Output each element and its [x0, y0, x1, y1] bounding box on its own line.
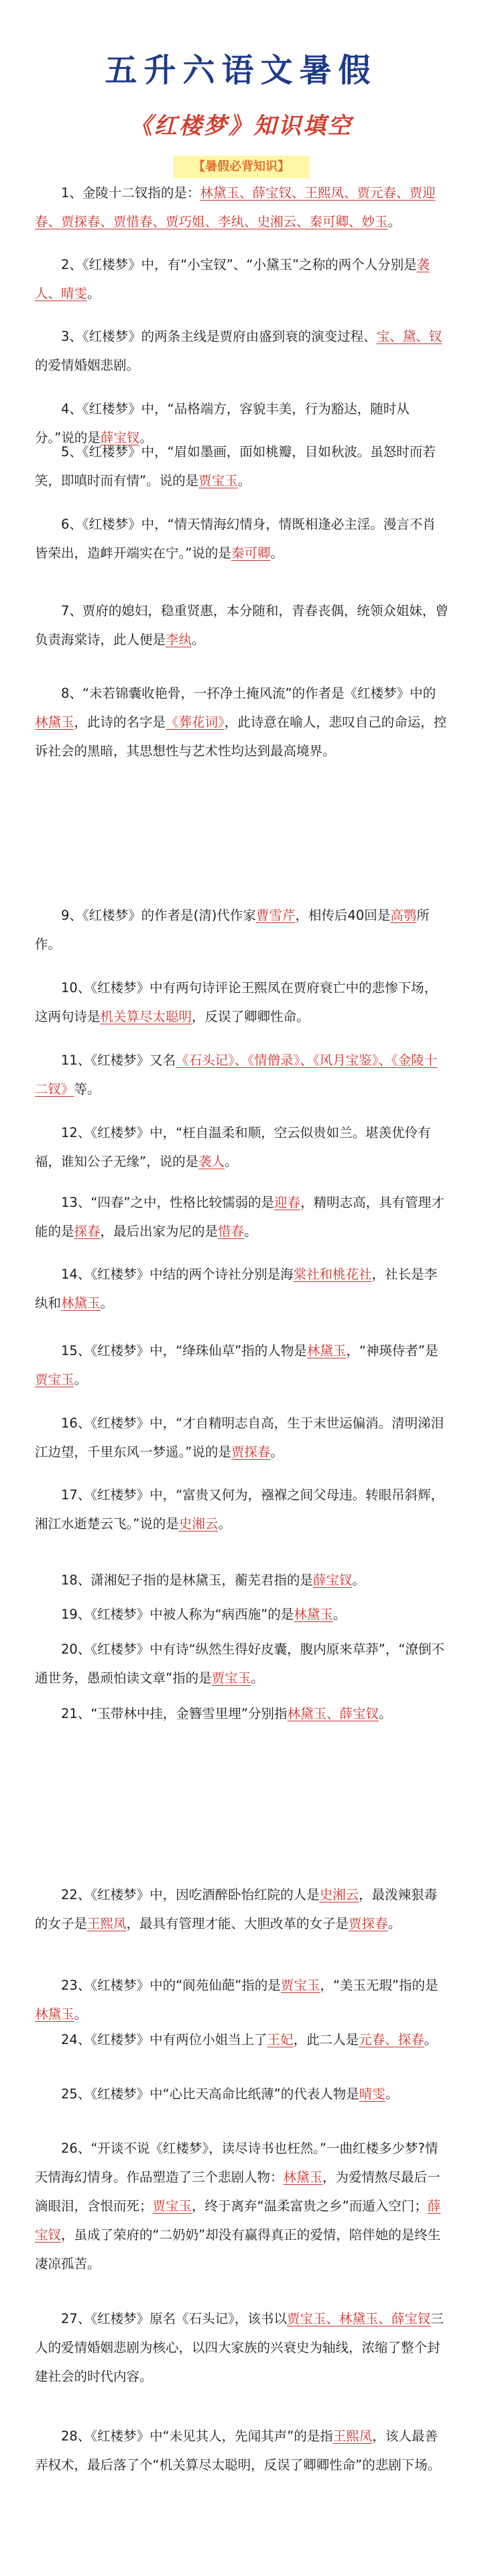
question-text: ，最泼辣狠毒的女子是: [35, 1887, 438, 1931]
question-item: [35, 2025, 448, 2054]
answer-text: 晴雯: [359, 2086, 385, 2102]
answer-text: 宝、黛、钗: [376, 329, 442, 344]
question-text: 。: [385, 2086, 399, 2102]
page-title: 五升六语文暑假: [105, 52, 377, 89]
question-text: 贾府的媳妇，稳重贤惠，本分随和，青春丧偶，统领众姐妹，曾负责海棠诗，此人便是: [35, 603, 448, 647]
question-number: 25、: [61, 2086, 91, 2102]
question-item: [35, 250, 448, 308]
question-text: 《红楼梦》中，“绛珠仙草”指的人物是: [91, 1343, 307, 1358]
question-number: 13、: [61, 1195, 91, 1210]
answer-text: 元春、探春: [359, 2032, 424, 2047]
answer-text: 贾探春: [349, 1916, 388, 1931]
question-number: 9、: [61, 908, 82, 923]
question-number: 2、: [61, 257, 82, 272]
question-number: 28、: [61, 2428, 91, 2444]
answer-text: 机关算尽太聪明: [100, 1009, 192, 1024]
answer-text: 王妃: [267, 2032, 294, 2047]
question-text: 。: [424, 2032, 438, 2047]
question-number: 26、: [61, 2141, 91, 2156]
question-text: ，相传后40回是: [295, 908, 391, 923]
question-text: 三人的爱情婚姻悲剧为核心，以四大家族的兴衰史为轴线，浓缩了整个封建社会的时代内容。: [35, 2311, 444, 2384]
question-text: 。: [387, 1916, 402, 1931]
question-item: [35, 1188, 448, 1246]
question-item: [35, 2134, 448, 2278]
question-text: ，虽成了荣府的“二奶奶”却没有赢得真正的爱情，陪伴她的是终生凄凉孤苦。: [35, 2227, 441, 2271]
answer-text: 林黛玉: [35, 2006, 74, 2022]
question-item: [35, 178, 448, 236]
question-item: [35, 1118, 448, 1176]
question-text: 《红楼梦》中有两位小姐当上了: [91, 2032, 267, 2047]
answer-text: 贾宝玉: [35, 1372, 74, 1387]
answer-text: 王熙凤: [333, 2428, 373, 2444]
question-text: 《红楼梦》的作者是(清)代作家: [82, 908, 256, 923]
question-text: 《红楼梦》中，“才自精明志自高，生于末世运偏消。清明涕泪江边望，千里东风一梦遥。”说的是: [35, 1415, 444, 1460]
question-text: “未若锦囊收艳骨，一抔净土掩风流”的作者是《红楼梦》中的: [82, 686, 436, 701]
question-text: 《红楼梦》中，“枉自温柔和顺，空云似贵如兰。堪羡优伶有福，谁知公子无缘”，说的是: [35, 1125, 431, 1169]
answer-text: 薛宝钗: [312, 1572, 353, 1588]
answer-text: 林黛玉: [35, 714, 74, 730]
question-text: 的爱情婚姻悲剧。: [35, 358, 140, 373]
question-item: [35, 1971, 448, 2029]
question-text: 《红楼梦》中有诗“纵然生得好皮囊，腹内原来草莽”，“潦倒不通世务，愚顽怕读文章”指的是: [35, 1642, 444, 1686]
question-number: 3、: [61, 329, 82, 344]
question-item: [35, 1409, 448, 1466]
question-text: 《红楼梦》中，因吃酒醉卧怡红院的人是: [91, 1887, 320, 1902]
question-text: 《红楼梦》的两条主线是贾府由盛到衰的演变过程、: [82, 329, 377, 344]
answer-text: 贾宝玉: [152, 2198, 192, 2214]
question-text: ，反误了卿卿性命。: [192, 1009, 310, 1024]
answer-text: 林黛玉: [61, 1295, 101, 1311]
question-text: 。: [100, 1295, 114, 1311]
question-number: 19、: [61, 1607, 91, 1622]
question-text: ，此二人是: [293, 2032, 359, 2047]
question-item: [35, 2422, 448, 2479]
question-text: 。: [74, 2006, 88, 2022]
question-text: ，精明志高，具有管理才能的是: [35, 1195, 444, 1239]
question-text: 所作。: [35, 908, 430, 952]
answer-text: 李纨: [166, 632, 192, 647]
question-text: 《红楼梦》中，“富贵又何为，襁褓之间父母违。转眼吊斜辉，湘江水逝楚云飞。”说的是: [35, 1487, 444, 1532]
answer-text: 棠社和桃花社: [293, 1267, 372, 1282]
question-text: 。: [333, 1607, 347, 1622]
question-text: 。: [379, 1706, 392, 1721]
question-text: 《红楼梦》原名《石头记》，该书以: [91, 2311, 287, 2326]
answer-text: 林黛玉: [306, 1343, 347, 1358]
question-text: 《红楼梦》中，“眉如墨画，面如桃瓣，目如秋波。虽怒时而若笑，即嗔时而有情”。说的是: [35, 444, 436, 488]
question-number: 6、: [61, 517, 82, 532]
answer-text: 贾宝玉: [280, 1978, 320, 1993]
question-text: ，此诗的名字是: [74, 714, 166, 730]
question-text: ，该人最善弄权术，最后落了个“机关算尽太聪明，反误了卿卿性命”的悲剧下场。: [35, 2428, 441, 2473]
question-text: ，此诗意在喻人，悲叹自己的命运，控诉社会的黑暗，其思想性与艺术性均达到最高境界。: [35, 714, 447, 759]
question-number: 4、: [61, 401, 82, 417]
question-item: [35, 1481, 448, 1538]
question-text: 《红楼梦》中“未见其人，先闻其声”的是指: [91, 2428, 333, 2444]
question-item: [35, 1046, 448, 1104]
question-item: [35, 437, 448, 495]
answer-text: 林黛玉: [283, 2169, 323, 2185]
question-text: 《红楼梦》中的“阆苑仙葩”指的是: [91, 1978, 281, 1993]
question-text: “玉带林中挂，金簪雪里埋”分别指: [91, 1706, 288, 1721]
answer-text: 高鹗: [390, 908, 417, 923]
answer-text: 袭人、晴雯: [35, 257, 430, 301]
answer-text: 惜春: [218, 1224, 245, 1239]
question-text: ，终于离弃“温柔富贵之乡”而遁入空门；: [192, 2198, 428, 2214]
answer-text: 迎春: [274, 1195, 301, 1210]
question-number: 23、: [61, 1978, 91, 1993]
question-number: 18、: [61, 1572, 91, 1588]
question-text: 。: [352, 1572, 365, 1588]
answer-text: 林黛玉: [294, 1607, 333, 1622]
question-item: [35, 1699, 448, 1728]
question-text: 。: [237, 473, 251, 488]
question-text: 。: [270, 1444, 284, 1460]
question-number: 10、: [61, 980, 91, 996]
question-text: 《红楼梦》中，“情天情海幻情身，情既相逢必主淫。漫言不肖皆荣出，造衅开端实在宁。”说的是: [35, 517, 436, 561]
question-text: 《红楼梦》中有两句诗评论王熙凤在贾府衰亡中的悲惨下场，这两句诗是: [35, 980, 438, 1024]
question-text: 。: [251, 1670, 264, 1686]
section-tag: 【暑假必背知识】: [173, 156, 310, 178]
question-number: 22、: [61, 1887, 91, 1902]
question-item: [35, 1600, 448, 1629]
question-text: 等。: [74, 1081, 101, 1097]
question-number: 16、: [61, 1415, 91, 1431]
question-text: 。: [87, 286, 101, 301]
question-number: 21、: [61, 1706, 91, 1721]
question-text: 。: [192, 632, 205, 647]
question-item: [35, 1566, 448, 1595]
question-number: 24、: [61, 2032, 91, 2047]
answer-text: 探春: [74, 1224, 101, 1239]
answer-text: 《葬花词》: [166, 714, 225, 730]
answer-text: 林黛玉、薛宝钗、王熙凤、贾元春、贾迎春、贾探春、贾惜春、贾巧姐、李纨、史湘云、秦可卿、妙玉: [35, 185, 436, 229]
question-item: [35, 1635, 448, 1693]
answer-text: 贾探春: [231, 1444, 271, 1460]
question-item: [35, 510, 448, 568]
answer-text: 《石头记》、《情僧录》、《风月宝鉴》、《金陵十二钗》: [35, 1053, 438, 1097]
question-number: 12、: [61, 1125, 91, 1140]
question-number: 5、: [61, 444, 82, 460]
question-number: 17、: [61, 1487, 91, 1503]
answer-text: 史湘云: [178, 1516, 219, 1532]
question-text: 。: [74, 1372, 88, 1387]
question-text: ，最后出家为尼的是: [100, 1224, 219, 1239]
answer-text: 薛宝钗: [35, 2198, 441, 2243]
question-text: 。: [387, 214, 402, 229]
question-item: [35, 1260, 448, 1318]
answer-text: 贾宝玉: [198, 473, 238, 488]
question-text: 。: [244, 1224, 257, 1239]
question-text: 《红楼梦》中，“品格端方，容貌丰美，行为豁达，随时从分。”说的是: [35, 401, 410, 445]
question-item: [35, 1880, 448, 1938]
question-text: 《红楼梦》又名: [91, 1053, 176, 1068]
question-number: 1、: [61, 185, 82, 201]
question-text: ，为爱情熬尽最后一滴眼泪，含恨而死；: [35, 2169, 440, 2214]
question-text: 。: [225, 1154, 238, 1169]
question-item: [35, 596, 448, 654]
question-number: 11、: [61, 1053, 91, 1068]
question-text: 。: [270, 545, 284, 561]
question-number: 7、: [61, 603, 82, 619]
question-text: ，最具有管理才能、大胆改革的女子是: [126, 1916, 349, 1931]
question-item: [35, 1336, 448, 1394]
question-text: “开谈不说《红楼梦》，读尽诗书也枉然。”一曲红楼多少梦?情天情海幻情身。作品塑造了三个悲剧人物：: [35, 2141, 438, 2185]
page-subtitle: 《红楼梦》知识填空: [129, 113, 353, 140]
question-number: 20、: [61, 1642, 91, 1657]
question-number: 14、: [61, 1267, 91, 1282]
question-text: 。: [139, 430, 153, 445]
question-text: 《红楼梦》中结的两个诗社分别是海: [91, 1267, 294, 1282]
question-text: 金陵十二钗指的是：: [82, 185, 200, 201]
question-text: “四春”之中，性格比较懦弱的是: [91, 1195, 275, 1210]
question-text: 《红楼梦》中，有“小宝钗”、“小黛玉”之称的两个人分别是: [82, 257, 417, 272]
question-number: 8、: [61, 686, 82, 701]
answer-text: 曹雪芹: [255, 908, 296, 923]
answer-text: 林黛玉、薛宝钗: [287, 1706, 379, 1721]
answer-text: 贾宝玉: [211, 1670, 251, 1686]
question-item: [35, 2080, 448, 2108]
question-number: 27、: [61, 2311, 91, 2326]
question-item: [35, 2304, 448, 2391]
question-text: ，社长是李纨和: [35, 1267, 438, 1311]
answer-text: 秦可卿: [231, 545, 271, 561]
question-item: [35, 901, 448, 959]
question-text: 潇湘妃子指的是林黛玉，蘅芜君指的是: [91, 1572, 313, 1588]
answer-text: 袭人: [198, 1154, 225, 1169]
answer-text: 薛宝钗: [100, 430, 140, 445]
question-item: [35, 973, 448, 1031]
answer-text: 贾宝玉、林黛玉、薛宝钗: [286, 2311, 431, 2326]
question-item: [35, 679, 448, 765]
question-text: 《红楼梦》中“心比天高命比纸薄”的代表人物是: [91, 2086, 359, 2102]
question-text: ，“神瑛侍者”是: [346, 1343, 438, 1358]
question-text: 。: [218, 1516, 231, 1532]
question-text: 《红楼梦》中被人称为“病西施”的是: [91, 1607, 294, 1622]
question-item: [35, 322, 448, 380]
answer-text: 史湘云: [319, 1887, 359, 1902]
answer-text: 王熙凤: [87, 1916, 127, 1931]
question-text: ，“美玉无瑕”指的是: [320, 1978, 438, 1993]
question-number: 15、: [61, 1343, 91, 1358]
